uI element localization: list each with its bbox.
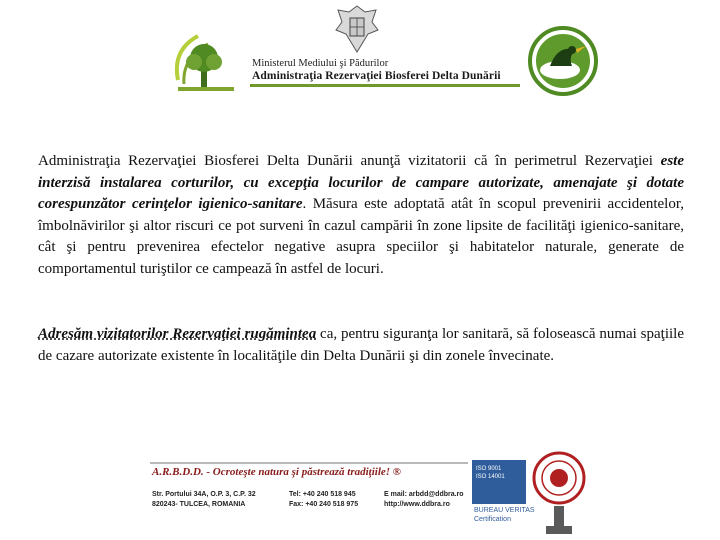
notice-prohibition-text: este interzisă instalarea corturilor, cu excepţia locurilor de campare autorizate, amenajate şi dotate corespunzător cerinţelor igienico-sanitare	[38, 153, 684, 212]
footer-address-line-2: 820243- TULCEA, ROMANIA	[152, 501, 246, 508]
footer-website-link[interactable]: http://www.ddbra.ro	[384, 501, 450, 508]
notice-paragraph-2	[38, 324, 684, 367]
notice-text-rest: . Măsura este adoptată atât în scopul prevenirii accidentelor, îmbolnăvirilor şi altor riscuri ce pot surveni în cazul campării în zone lipsite de facilităţi igienico-sanitare, cât şi pentru prevenirea efectelor negative asupra speciilor şi habitatelor naturale, generate de comportamentul turiştilor ce campează în astfel de locuri.	[38, 196, 684, 277]
request-text: ca, pentru siguranţa lor sanitară, să folosească numai spaţiile de cazare autorizate existente în localităţile din Delta Dunării şi din zonele învecinate.	[38, 326, 684, 364]
notice-text-intro: Administraţia Rezervaţiei Biosferei Delta Dunării anunţă vizitatorii că în perimetrul Rezervaţiei	[38, 153, 661, 169]
danube-delta-reserve-logo-icon	[528, 26, 598, 96]
iso-9001-label: ISO 9001	[476, 466, 502, 472]
romania-coat-of-arms-icon	[332, 4, 382, 56]
iso-14001-label: ISO 14001	[476, 474, 505, 480]
footer-fax: Fax: +40 240 518 975	[289, 501, 359, 508]
arbdd-tree-logo-icon	[168, 28, 244, 94]
footer-slogan: A.R.B.D.D. - Ocroteşte natura şi păstrează tradiţiile! ®	[152, 466, 402, 478]
bureau-veritas-seal-icon	[530, 450, 588, 538]
header-divider	[250, 84, 520, 87]
footer-telephone: Tel: +40 240 518 945	[289, 491, 356, 498]
ministry-name: Ministerul Mediului şi Pădurilor	[252, 58, 389, 69]
administration-name: Administraţia Rezervaţiei Biosferei Delta Dunării	[252, 70, 501, 82]
footer-address-line-1: Str. Portului 34A, O.P. 3, C.P. 32	[152, 491, 256, 498]
notice-paragraph-1	[38, 151, 684, 280]
request-emphasis-text: Adresăm vizitatorilor Rezervaţiei rugămintea	[38, 326, 317, 342]
footer-divider	[150, 462, 468, 464]
certifier-type: Certification	[474, 516, 511, 523]
certifier-name: BUREAU VERITAS	[474, 507, 535, 514]
footer-email-link[interactable]: E mail: arbdd@ddbra.ro	[384, 491, 464, 498]
